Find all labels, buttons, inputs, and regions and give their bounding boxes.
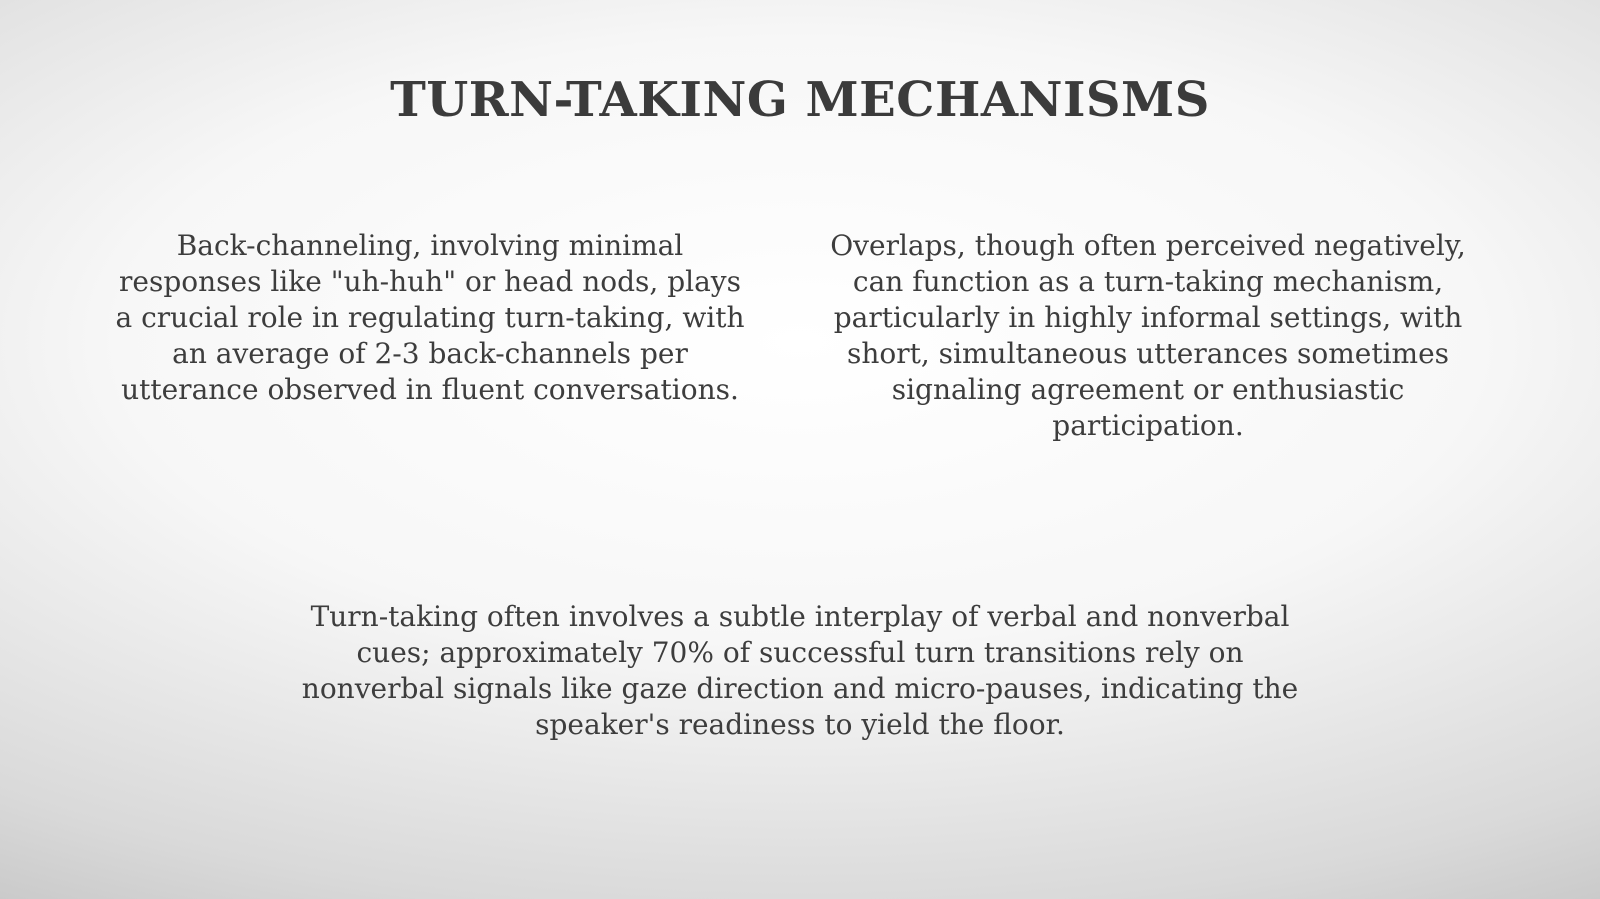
paragraph-overlaps: Overlaps, though often perceived negatively, can function as a turn-taking mechanism, particularly in highly informal settings, with short, simultaneous utterances sometimes signaling agreement or enthusiastic participation.: [830, 229, 1466, 442]
slide-title: TURN-TAKING MECHANISMS: [390, 72, 1210, 128]
paragraph-back-channeling: Back-channeling, involving minimal responses like "uh-huh" or head nods, plays a crucial role in regulating turn-taking, with an average of 2-3 back-channels per utterance observed in fluent conversations.: [115, 229, 745, 406]
paragraph-verbal-nonverbal-cues: Turn-taking often involves a subtle interplay of verbal and nonverbal cues; approximately 70% of successful turn transitions rely on nonverbal signals like gaze direction and micro-pauses, indicating the speaker's readiness to yield the floor.: [301, 600, 1299, 741]
